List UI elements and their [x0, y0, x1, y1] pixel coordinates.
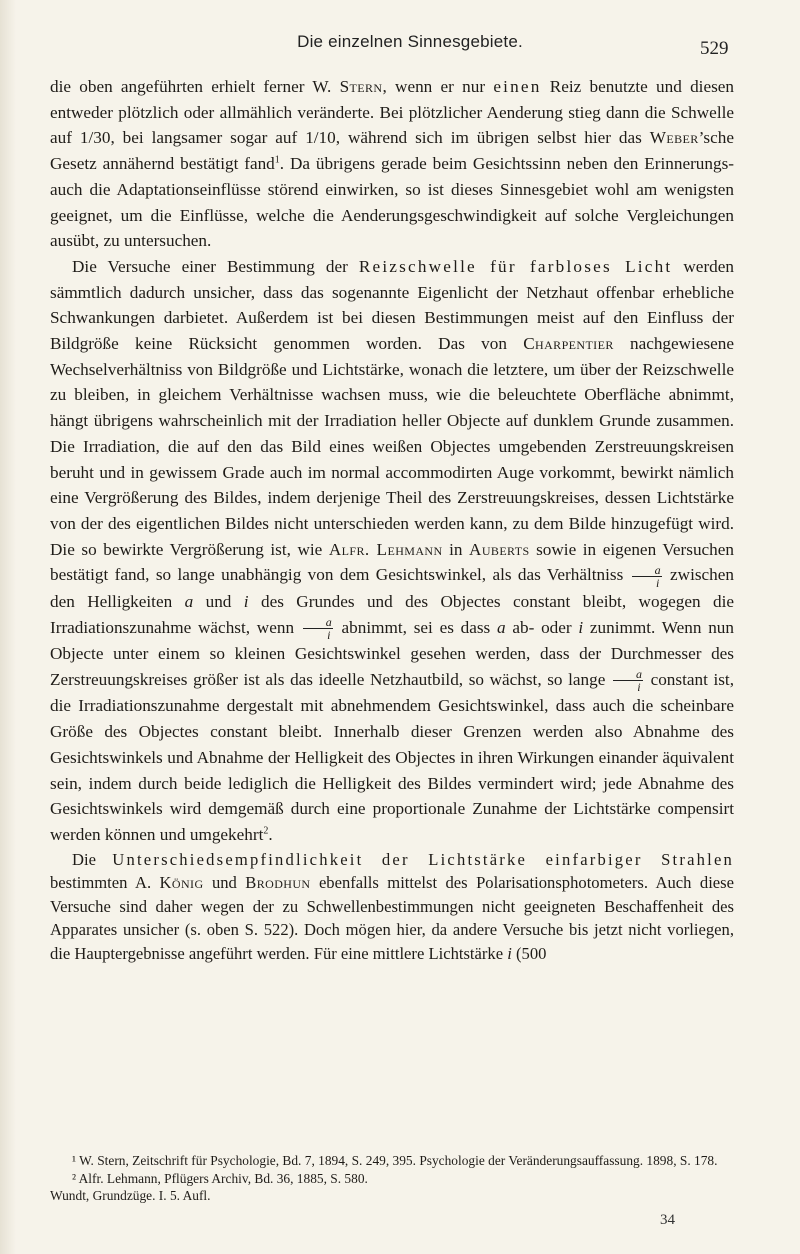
- text-run: constant ist, die Irradiationszunahme dergestalt mit abnehmendem Gesichtswinkel, dass auch die scheinbare Größe des Objectes constant bleibt. Innerhalb dieser Grenzen werden also Abnahme des Gesichtswinkels und Abnahme der Helligkeit des Objectes in ihren Wirkungen einander äquivalent sein, indem durch beide lediglich die Helligkeit des Bildes vermindert wird; jede Abnahme des Gesichtswinkels wird demgemäß durch eine proportionale Zunahme der Lichtstärke compensirt werden können und umgekehrt: [50, 669, 734, 844]
- spaced-emphasis: Unterschiedsempfindlichkeit der Lichtstärke einfarbiger Strahlen: [112, 849, 735, 869]
- text-run: . Da übrigens gerade beim Gesichtssinn neben den Erinnerungs- auch die Adaptationseinflüsse störend einwirken, so ist dieses Sinnesgebiet wohl am wenigsten geeignet, um die Einflüsse, welche die Aenderungsgeschwindigkeit auf solche Vergleichungen ausübt, zu untersuchen.: [50, 154, 734, 251]
- spaced-emphasis: Reizschwelle für farbloses Licht: [358, 256, 673, 276]
- body-text: [50, 74, 734, 966]
- author-name: Brodhun: [245, 873, 311, 893]
- running-head: Die einzelnen Sinnesgebiete.: [297, 32, 523, 51]
- text-run: .: [268, 824, 273, 844]
- text-run: (500: [511, 944, 547, 963]
- text-run: 1/10: [305, 128, 336, 148]
- text-run: Reiz benutzte und diesen entweder plötzlich oder allmählich veränderte. Bei plötzlicher Aenderung stieg dann die Schwelle auf: [50, 77, 734, 148]
- text-run: in: [442, 539, 470, 559]
- author-name: Stern: [339, 77, 383, 96]
- footnote-ref: 2: [263, 825, 269, 837]
- text-run: , bei langsamer sogar auf: [110, 128, 306, 148]
- text-run: Die: [72, 849, 113, 869]
- author-name: Alfr. Lehmann: [328, 539, 443, 559]
- text-run: , wenn er nur: [382, 77, 494, 96]
- spaced-emphasis: einen: [493, 77, 542, 96]
- text-run: , während sich im übrigen selbst hier das: [335, 128, 650, 148]
- paragraph-1: [50, 74, 734, 254]
- text-run: sowie in eigenen Versuchen bestätigt fand, so lange unabhängig von dem Gesichtswinkel, als das Verhältniss: [50, 539, 735, 585]
- text-run: abnimmt, sei es dass: [334, 617, 498, 637]
- text-run: und: [193, 591, 244, 611]
- fraction: $\frac{a}{i}$: [632, 564, 662, 589]
- footnote-ref: 1: [274, 154, 280, 166]
- text-run: Die Versuche einer Bestimmung der: [72, 256, 359, 276]
- math-variable: i: [243, 591, 249, 611]
- text-run: zunimmt. Wenn nun Objecte unter einem so kleinen Gesichtswinkel gesehen werden, dass der Durchmesser des Zerstreuungskreises größer ist als das ideelle Netzhautbild, so wächst, so lange: [50, 617, 734, 689]
- text-run: zwischen den Helligkeiten: [50, 565, 734, 611]
- text-run: die oben angeführten erhielt ferner W.: [50, 77, 340, 96]
- author-name: König: [159, 873, 204, 893]
- footnote-1: ¹ W. Stern, Zeitschrift für Psychologie, Bd. 7, 1894, S. 249, 395. Psychologie der Veränderungsauffassung. 1898, S. 178.: [72, 1153, 718, 1168]
- text-run: ab- oder: [505, 617, 579, 637]
- text-run: werden sämmtlich dadurch unsicher, dass das sogenannte Eigenlicht der Netzhaut offenbar erhebliche Schwankungen darbietet. Außerdem ist bei diesen Bestimmungen meist auf den Einfluss der Bildgröße keine Rücksicht genommen worden. Das von: [50, 256, 734, 354]
- text-run: ebenfalls mittelst des Polarisationsphotometers. Auch diese Versuche sind daher wegen der zu Schwellenbestimmungen nicht geeigneten Beschaffenheit des Apparates unsicher (s. oben S. 522). Doch mögen hier, da andere Versuche bis jetzt nicht vorliegen, die Hauptergebnisse angeführt werden. Für eine mittlere Lichtstärke: [50, 873, 734, 963]
- text-run: des Grundes und des Objectes constant bleibt, wogegen die Irradiationszunahme wächst, wenn: [50, 591, 734, 637]
- text-run: bestimmten A.: [50, 873, 160, 893]
- fraction: $\frac{a}{i}$: [613, 668, 643, 693]
- paragraph-3: [50, 848, 734, 966]
- page-gutter-shadow: [0, 0, 16, 1254]
- text-run: 1/30: [79, 128, 111, 148]
- math-variable: i: [578, 617, 584, 637]
- footnote-source: Wundt, Grundzüge. I. 5. Aufl.: [50, 1188, 211, 1203]
- math-variable: a: [497, 617, 506, 637]
- math-variable: a: [184, 591, 194, 611]
- page-number: 529: [700, 38, 729, 59]
- author-name: Auberts: [469, 539, 530, 559]
- text-run: ’sche Gesetz annähernd bestätigt fand: [50, 128, 734, 174]
- text-run: und: [203, 873, 246, 893]
- author-name: Weber: [649, 128, 699, 148]
- text-run: nachgewiesene Wechselverhältniss von Bildgröße und Lichtstärke, wonach die letztere, um über der Reizschwelle zu bleiben, in gleichem Verhältnisse wachsen muss, wie die beleuchtete Oberfläche abnimmt, hängt übrigens wahrscheinlich mit der Irradiation heller Objecte auf dunklem Grunde zusammen. Die Irradiation, die auf den das Bild eines weißen Objectes umgebenden Zerstreuungskreisen beruht und in gewissem Grade auch im normal accommodirten Auge vorkommt, bewirkt nämlich eine Vergrößerung des Bildes, indem derjenige Theil des Zerstreuungskreises, dessen Lichtstärke von der des eigentlichen Bildes nicht unterschieden werden kann, zu dem Bilde hinzugefügt wird. Die so bewirkte Vergrößerung ist, wie: [50, 334, 734, 559]
- footnotes: [50, 1152, 740, 1205]
- paragraph-2: [50, 254, 734, 848]
- footnote-2: ² Alfr. Lehmann, Pflügers Archiv, Bd. 36, 1885, S. 580.: [72, 1170, 368, 1186]
- sheet-signature-number: 34: [660, 1212, 675, 1228]
- math-variable: i: [507, 944, 512, 963]
- fraction: $\frac{a}{i}$: [303, 616, 333, 641]
- author-name: Charpentier: [523, 334, 614, 354]
